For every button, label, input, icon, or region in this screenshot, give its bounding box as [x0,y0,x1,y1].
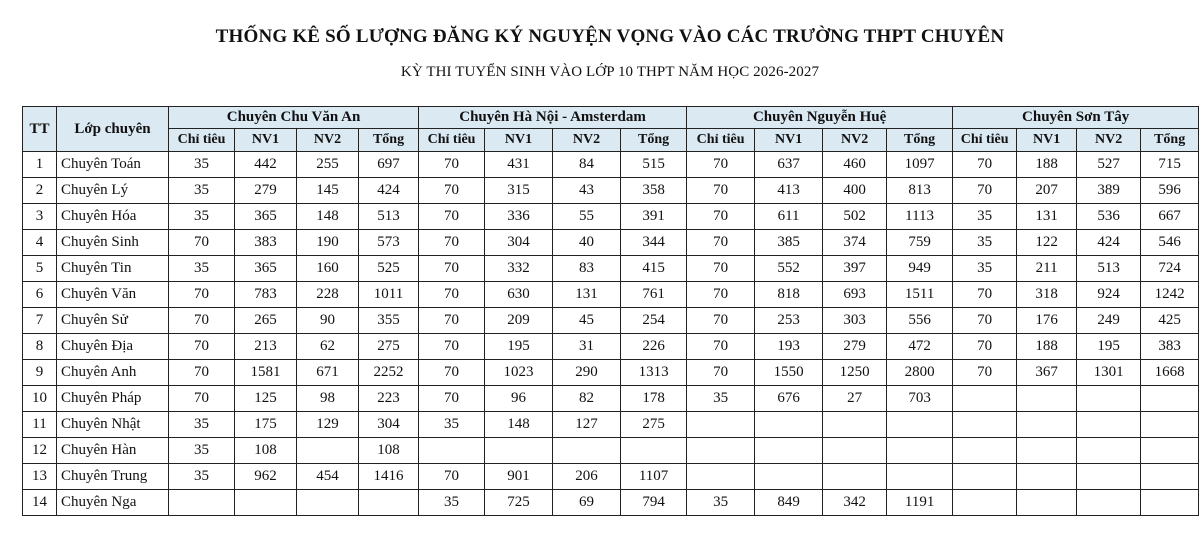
value-cell: 413 [755,178,823,204]
value-cell [887,438,953,464]
value-cell: 70 [419,386,485,412]
value-cell: 98 [297,386,359,412]
sub-header-cell: NV1 [235,129,297,152]
sub-header-cell: Tổng [1141,129,1199,152]
value-cell: 671 [297,360,359,386]
value-cell [235,490,297,516]
value-cell: 1242 [1141,282,1199,308]
value-cell: 35 [953,256,1017,282]
value-cell: 1550 [755,360,823,386]
header-subject: Lớp chuyên [57,107,169,152]
value-cell: 70 [419,152,485,178]
value-cell: 556 [887,308,953,334]
value-cell: 355 [359,308,419,334]
value-cell: 195 [1077,334,1141,360]
sub-header-cell: NV2 [297,129,359,152]
value-cell: 96 [485,386,553,412]
value-cell: 304 [485,230,553,256]
subject-cell: Chuyên Hàn [57,438,169,464]
value-cell: 385 [755,230,823,256]
value-cell: 108 [359,438,419,464]
value-cell [1077,464,1141,490]
table-row [23,204,1199,230]
value-cell [953,438,1017,464]
value-cell: 70 [419,308,485,334]
table-row [23,256,1199,282]
value-cell [953,464,1017,490]
value-cell: 108 [235,438,297,464]
value-cell: 336 [485,204,553,230]
subject-cell: Chuyên Sử [57,308,169,334]
value-cell: 383 [1141,334,1199,360]
value-cell: 254 [621,308,687,334]
value-cell: 129 [297,412,359,438]
value-cell: 35 [419,490,485,516]
value-cell: 358 [621,178,687,204]
table-body [23,152,1199,516]
value-cell: 249 [1077,308,1141,334]
value-cell: 160 [297,256,359,282]
value-cell: 342 [823,490,887,516]
value-cell: 70 [953,152,1017,178]
value-cell: 724 [1141,256,1199,282]
value-cell: 70 [687,256,755,282]
value-cell [953,386,1017,412]
value-cell: 211 [1017,256,1077,282]
value-cell: 209 [485,308,553,334]
sub-header-cell: Tổng [621,129,687,152]
page-subtitle: KỲ THI TUYỂN SINH VÀO LỚP 10 THPT NĂM HỌC 2026-2027 [400,64,820,80]
table-row [23,178,1199,204]
value-cell: 148 [297,204,359,230]
value-cell: 400 [823,178,887,204]
value-cell: 693 [823,282,887,308]
sub-header-cell: Chỉ tiêu [687,129,755,152]
value-cell: 70 [169,386,235,412]
value-cell: 552 [755,256,823,282]
value-cell: 69 [553,490,621,516]
value-cell: 525 [359,256,419,282]
value-cell: 546 [1141,230,1199,256]
subject-cell: Chuyên Trung [57,464,169,490]
value-cell: 1011 [359,282,419,308]
value-cell [887,464,953,490]
value-cell: 190 [297,230,359,256]
row-number: 11 [23,412,57,438]
value-cell [1017,490,1077,516]
table-row [23,230,1199,256]
value-cell: 759 [887,230,953,256]
value-cell [687,412,755,438]
value-cell: 35 [169,438,235,464]
value-cell: 35 [687,490,755,516]
value-cell: 365 [235,204,297,230]
value-cell: 43 [553,178,621,204]
value-cell [297,490,359,516]
value-cell: 70 [419,204,485,230]
subject-cell: Chuyên Tin [57,256,169,282]
sub-header-cell: Chỉ tiêu [169,129,235,152]
sub-header-cell: NV1 [1017,129,1077,152]
value-cell: 715 [1141,152,1199,178]
value-cell: 70 [953,178,1017,204]
value-cell: 70 [687,204,755,230]
row-number: 14 [23,490,57,516]
value-cell: 125 [235,386,297,412]
value-cell: 35 [953,230,1017,256]
value-cell: 389 [1077,178,1141,204]
subject-cell: Chuyên Anh [57,360,169,386]
value-cell: 391 [621,204,687,230]
value-cell: 332 [485,256,553,282]
value-cell [1077,438,1141,464]
value-cell [755,464,823,490]
value-cell: 228 [297,282,359,308]
value-cell: 1113 [887,204,953,230]
value-cell: 1313 [621,360,687,386]
value-cell: 1581 [235,360,297,386]
sub-header-cell: NV2 [823,129,887,152]
value-cell: 454 [297,464,359,490]
value-cell: 676 [755,386,823,412]
value-cell: 70 [953,360,1017,386]
value-cell: 794 [621,490,687,516]
value-cell: 70 [169,360,235,386]
table-row [23,360,1199,386]
table-row [23,334,1199,360]
table-row [23,282,1199,308]
value-cell: 596 [1141,178,1199,204]
value-cell: 424 [1077,230,1141,256]
table-row [23,308,1199,334]
row-number: 2 [23,178,57,204]
value-cell: 70 [953,334,1017,360]
value-cell: 175 [235,412,297,438]
page-title: THỐNG KÊ SỐ LƯỢNG ĐĂNG KÝ NGUYỆN VỌNG VÀO CÁC TRƯỜNG THPT CHUYÊN [215,26,1005,47]
row-number: 4 [23,230,57,256]
value-cell: 45 [553,308,621,334]
header-school: Chuyên Sơn Tây [953,107,1199,129]
value-cell: 70 [953,282,1017,308]
value-cell [1141,386,1199,412]
value-cell: 265 [235,308,297,334]
value-cell: 1250 [823,360,887,386]
value-cell: 1416 [359,464,419,490]
value-cell: 630 [485,282,553,308]
value-cell [1141,438,1199,464]
value-cell: 365 [235,256,297,282]
subject-cell: Chuyên Nga [57,490,169,516]
value-cell [755,438,823,464]
sub-header-cell: Chỉ tiêu [953,129,1017,152]
value-cell: 425 [1141,308,1199,334]
value-cell [687,464,755,490]
value-cell: 275 [359,334,419,360]
value-cell [485,438,553,464]
header-tt: TT [23,107,57,152]
value-cell [953,490,1017,516]
value-cell [687,438,755,464]
value-cell: 255 [297,152,359,178]
value-cell: 697 [359,152,419,178]
value-cell: 176 [1017,308,1077,334]
value-cell: 502 [823,204,887,230]
row-number: 8 [23,334,57,360]
sub-header-cell: NV1 [485,129,553,152]
value-cell: 304 [359,412,419,438]
value-cell: 70 [169,334,235,360]
value-cell: 70 [687,334,755,360]
value-cell [823,464,887,490]
value-cell [621,438,687,464]
value-cell: 962 [235,464,297,490]
value-cell: 70 [169,230,235,256]
value-cell [169,490,235,516]
sub-header-row [23,129,1199,152]
value-cell [755,412,823,438]
value-cell [1077,490,1141,516]
value-cell [1017,438,1077,464]
value-cell: 213 [235,334,297,360]
value-cell [1077,412,1141,438]
value-cell: 70 [419,334,485,360]
row-number: 1 [23,152,57,178]
value-cell: 122 [1017,230,1077,256]
value-cell: 849 [755,490,823,516]
value-cell: 924 [1077,282,1141,308]
value-cell [553,438,621,464]
value-cell: 84 [553,152,621,178]
value-cell: 70 [687,360,755,386]
value-cell: 303 [823,308,887,334]
value-cell [1141,412,1199,438]
value-cell [1141,490,1199,516]
value-cell: 31 [553,334,621,360]
value-cell: 70 [419,178,485,204]
value-cell: 70 [169,282,235,308]
value-cell: 70 [687,152,755,178]
value-cell: 527 [1077,152,1141,178]
value-cell: 2252 [359,360,419,386]
value-cell: 35 [169,464,235,490]
value-cell: 460 [823,152,887,178]
row-number: 12 [23,438,57,464]
value-cell: 1301 [1077,360,1141,386]
value-cell: 27 [823,386,887,412]
value-cell: 472 [887,334,953,360]
value-cell: 513 [1077,256,1141,282]
row-number: 5 [23,256,57,282]
value-cell: 193 [755,334,823,360]
value-cell [823,438,887,464]
value-cell: 344 [621,230,687,256]
value-cell: 2800 [887,360,953,386]
subject-cell: Chuyên Sinh [57,230,169,256]
value-cell: 55 [553,204,621,230]
value-cell: 667 [1141,204,1199,230]
value-cell: 279 [235,178,297,204]
subject-cell: Chuyên Nhật [57,412,169,438]
value-cell: 611 [755,204,823,230]
value-cell [953,412,1017,438]
value-cell: 70 [419,230,485,256]
value-cell: 35 [687,386,755,412]
value-cell: 206 [553,464,621,490]
table-row [23,438,1199,464]
value-cell [1077,386,1141,412]
value-cell: 35 [169,152,235,178]
value-cell: 1107 [621,464,687,490]
subject-cell: Chuyên Hóa [57,204,169,230]
value-cell: 397 [823,256,887,282]
value-cell: 40 [553,230,621,256]
value-cell: 178 [621,386,687,412]
value-cell: 70 [687,230,755,256]
value-cell: 35 [169,256,235,282]
value-cell: 275 [621,412,687,438]
value-cell: 145 [297,178,359,204]
value-cell: 431 [485,152,553,178]
value-cell: 35 [419,412,485,438]
value-cell: 573 [359,230,419,256]
header-school: Chuyên Nguyễn Huệ [687,107,953,129]
value-cell: 279 [823,334,887,360]
value-cell: 374 [823,230,887,256]
value-cell: 424 [359,178,419,204]
value-cell: 813 [887,178,953,204]
value-cell: 536 [1077,204,1141,230]
value-cell [1017,412,1077,438]
header-school: Chuyên Chu Văn An [169,107,419,129]
value-cell: 131 [1017,204,1077,230]
value-cell [1017,386,1077,412]
row-number: 3 [23,204,57,230]
value-cell: 83 [553,256,621,282]
sub-header-cell: Tổng [887,129,953,152]
row-number: 7 [23,308,57,334]
table-row [23,152,1199,178]
value-cell: 367 [1017,360,1077,386]
value-cell: 1191 [887,490,953,516]
value-cell: 70 [419,360,485,386]
value-cell: 383 [235,230,297,256]
value-cell: 70 [419,464,485,490]
subject-cell: Chuyên Lý [57,178,169,204]
value-cell: 515 [621,152,687,178]
value-cell [1017,464,1077,490]
value-cell: 62 [297,334,359,360]
table-row [23,464,1199,490]
value-cell [1141,464,1199,490]
value-cell: 207 [1017,178,1077,204]
value-cell: 70 [687,178,755,204]
value-cell: 223 [359,386,419,412]
value-cell: 1668 [1141,360,1199,386]
registration-table [22,106,1199,516]
value-cell: 761 [621,282,687,308]
value-cell: 188 [1017,334,1077,360]
subject-cell: Chuyên Pháp [57,386,169,412]
value-cell: 783 [235,282,297,308]
table-row [23,412,1199,438]
value-cell: 415 [621,256,687,282]
value-cell [823,412,887,438]
value-cell [297,438,359,464]
value-cell: 70 [953,308,1017,334]
sub-header-cell: NV2 [553,129,621,152]
row-number: 13 [23,464,57,490]
value-cell: 70 [419,282,485,308]
value-cell: 188 [1017,152,1077,178]
value-cell [419,438,485,464]
value-cell: 253 [755,308,823,334]
subject-cell: Chuyên Văn [57,282,169,308]
value-cell: 127 [553,412,621,438]
value-cell: 949 [887,256,953,282]
row-number: 9 [23,360,57,386]
value-cell: 1023 [485,360,553,386]
sub-header-cell: Chỉ tiêu [419,129,485,152]
value-cell: 35 [953,204,1017,230]
value-cell: 637 [755,152,823,178]
value-cell: 315 [485,178,553,204]
value-cell: 290 [553,360,621,386]
value-cell [359,490,419,516]
value-cell: 35 [169,412,235,438]
subject-cell: Chuyên Địa [57,334,169,360]
value-cell: 35 [169,178,235,204]
value-cell: 703 [887,386,953,412]
sub-header-cell: Tổng [359,129,419,152]
value-cell: 318 [1017,282,1077,308]
value-cell [887,412,953,438]
header-school: Chuyên Hà Nội - Amsterdam [419,107,687,129]
value-cell: 90 [297,308,359,334]
sub-header-cell: NV1 [755,129,823,152]
table-row [23,386,1199,412]
sub-header-cell: NV2 [1077,129,1141,152]
row-number: 10 [23,386,57,412]
value-cell: 70 [687,308,755,334]
value-cell: 35 [169,204,235,230]
value-cell: 818 [755,282,823,308]
value-cell: 901 [485,464,553,490]
value-cell: 513 [359,204,419,230]
subject-cell: Chuyên Toán [57,152,169,178]
value-cell: 82 [553,386,621,412]
value-cell: 131 [553,282,621,308]
value-cell: 1097 [887,152,953,178]
table-row [23,490,1199,516]
value-cell: 442 [235,152,297,178]
value-cell: 148 [485,412,553,438]
value-cell: 226 [621,334,687,360]
value-cell: 70 [687,282,755,308]
value-cell: 70 [419,256,485,282]
value-cell: 1511 [887,282,953,308]
value-cell: 725 [485,490,553,516]
value-cell: 70 [169,308,235,334]
row-number: 6 [23,282,57,308]
value-cell: 195 [485,334,553,360]
